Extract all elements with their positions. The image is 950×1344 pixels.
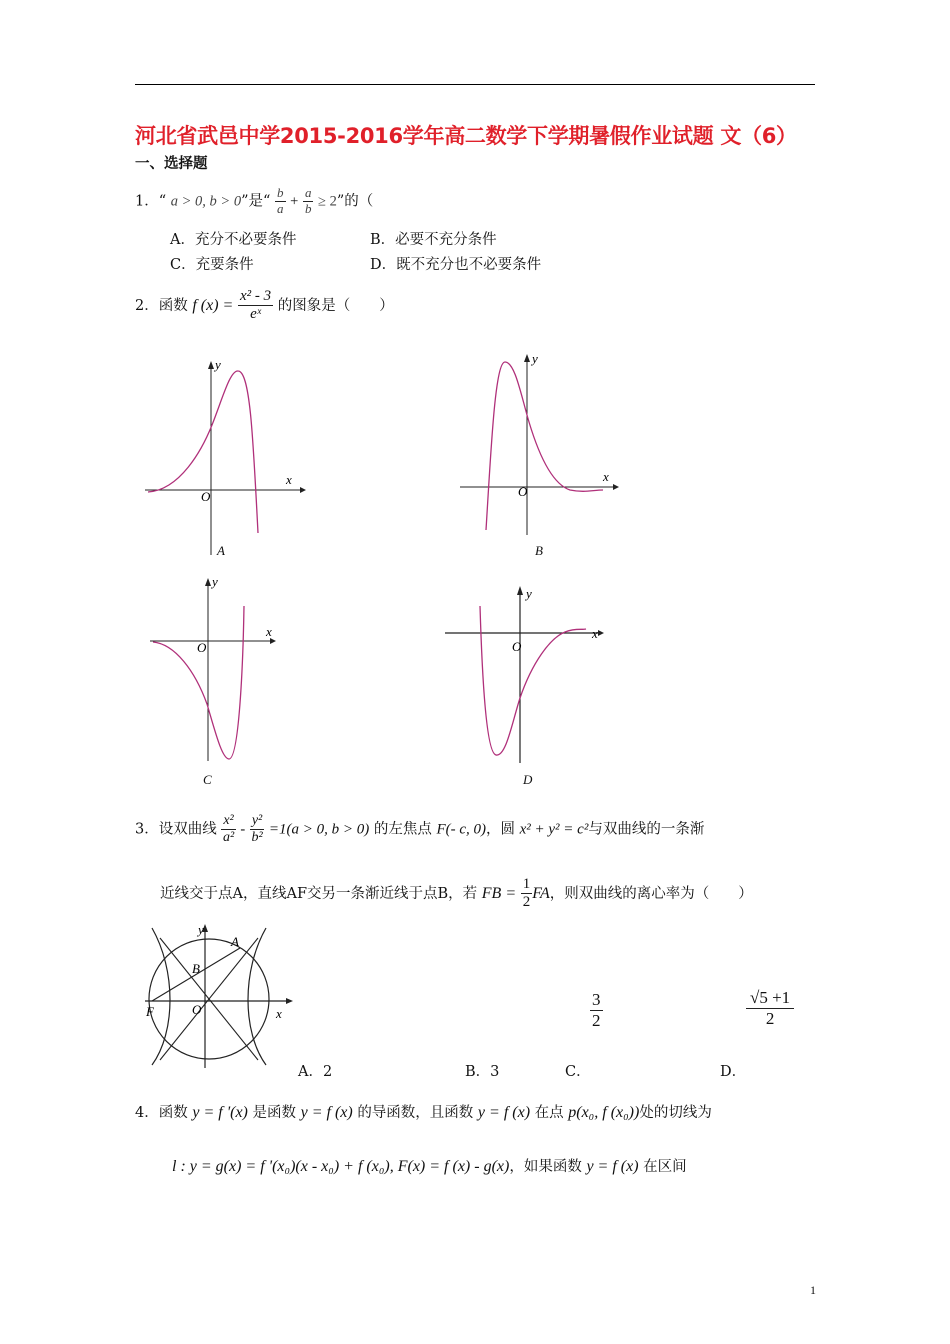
q3-d-num: √5 +1 [746, 988, 794, 1009]
graph-b-y-label: y [532, 351, 538, 366]
graph-b-x-arrow [613, 484, 619, 490]
page-number: 1 [810, 1283, 816, 1297]
graph-a [140, 355, 310, 565]
q3-line-2b: ，则双曲线的离心率为（ ） [549, 885, 753, 902]
q1-frac-ab: $\frac{a}{b}$ [304, 185, 312, 216]
q3-option-a: A．2 [298, 1064, 333, 1080]
fig-x-arrow [286, 998, 293, 1004]
q3-option-c: C． [565, 1064, 591, 1080]
q3-option-d-value [746, 988, 794, 1028]
q1-condition: a > 0, b > 0 [170, 193, 242, 210]
graph-b-y-arrow [524, 354, 530, 362]
q4-e2: y = f (x) [300, 1104, 353, 1121]
q1-ineq-rhs: ≥ 2 [318, 193, 337, 210]
graph-b-x-label: x [603, 469, 609, 484]
q3-number: 3．设双曲线 [135, 821, 217, 838]
fig-right-branch [248, 928, 266, 1065]
section-heading: 一、选择题 [135, 156, 208, 172]
q3-frac-y: $\frac{\text{y²}}{\text{b²}}$ [251, 813, 263, 846]
q2-lhs: f (x) = [192, 296, 234, 314]
q2-fraction: $\frac{\text{x² - 3}}{\text{eˣ}}$ [239, 288, 272, 323]
q4-e1: y = f '(x) [192, 1104, 248, 1121]
q1-frac-ba: $\frac{b}{a}$ [277, 185, 284, 216]
fig-left-branch [152, 928, 170, 1065]
q4-number: 4．函数 [135, 1105, 188, 1121]
graph-d-y-label: y [526, 586, 532, 601]
graph-b-origin: O [518, 484, 528, 499]
q1-number: 1． [135, 193, 159, 210]
fig-origin: O [192, 1002, 202, 1017]
hyperbola-figure [140, 920, 300, 1070]
fig-point-b: B [192, 961, 200, 976]
q1-option-a: A．充分不必要条件 [170, 232, 297, 248]
q3-option-c-value [590, 990, 603, 1030]
q3-focus-text: 的左焦点 [373, 821, 432, 838]
question-3-line-1 [135, 813, 704, 846]
q4-e3: y = f (x) [477, 1104, 531, 1121]
graph-a-y-label: y [215, 357, 221, 372]
graph-d-label: D [523, 772, 533, 787]
q4-e5: y = f (x) [586, 1158, 639, 1175]
graph-d-y-arrow [517, 586, 523, 595]
q3-fb: FB = [481, 884, 517, 902]
fig-point-f: F [146, 1004, 154, 1019]
q3-c-num: 3 [592, 990, 601, 1009]
graph-c [145, 576, 285, 766]
q3-circle: x² + y² = c² [519, 821, 589, 838]
graph-b [455, 350, 625, 545]
q4-t5: ，如果函数 [509, 1159, 582, 1175]
q3-fa: FA [532, 884, 550, 902]
page-title: 河北省武邑中学2015-2016学年高二数学下学期暑假作业试题 文（6） [135, 124, 797, 148]
fig-point-a: A [231, 934, 239, 949]
q3-line-2a: 近线交于点A，直线AF交另一条渐近线于点B，若 [160, 885, 478, 902]
graph-b-label: B [535, 543, 543, 558]
graph-d-x-arrow [598, 630, 604, 636]
graph-a-x-arrow [300, 487, 306, 493]
graph-a-curve [148, 371, 258, 533]
q1-mid: ”是“ [241, 193, 271, 210]
graph-a-y-arrow [208, 361, 214, 369]
graph-c-y-arrow [205, 578, 211, 586]
q4-t2: 的导函数，且函数 [357, 1105, 474, 1121]
q3-equation-tail: =1(a > 0, b > 0) [268, 821, 370, 838]
q1-option-c: C．充要条件 [170, 257, 254, 273]
graph-c-origin: O [197, 640, 207, 655]
graph-a-label: A [217, 543, 225, 558]
q1-option-b: B．必要不充分条件 [370, 232, 497, 248]
question-4-line-1 [135, 1101, 712, 1122]
graph-c-y-label: y [212, 576, 218, 589]
q4-line-2: l : y = g(x) = f '(x₀)(x - x₀) + f (x₀), F(x) = f (x) - g(x) [172, 1158, 510, 1175]
q3-option-b: B．3 [465, 1064, 500, 1080]
question-2 [135, 288, 394, 324]
q3-focus: F(- c, 0) [436, 821, 486, 838]
q3-circle-text: ，圆 [486, 821, 515, 838]
question-1 [135, 186, 373, 217]
q3-half: $\frac{1}{2}$ [522, 876, 531, 911]
graph-d-curve [480, 606, 586, 755]
graph-b-curve [486, 362, 603, 530]
q3-option-d: D． [720, 1064, 747, 1080]
graph-d [440, 583, 615, 768]
q1-plus: + [290, 193, 299, 210]
fig-x-label: x [276, 1006, 282, 1021]
q1-tail: ”的（ [336, 193, 374, 210]
graph-a-x-label: x [286, 472, 292, 487]
question-3-line-2 [160, 876, 753, 912]
q3-d-den: 2 [765, 1008, 775, 1028]
graph-c-x-label: x [266, 624, 272, 639]
q3-minus: - [240, 821, 246, 838]
graph-d-origin: O [512, 639, 522, 654]
graph-a-origin: O [201, 489, 211, 504]
q4-t6: 在区间 [643, 1159, 687, 1175]
q3-frac-x: $\frac{\text{x²}}{\text{a²}}$ [222, 813, 235, 846]
q3-tail-1: 与双曲线的一条渐 [588, 821, 705, 838]
graph-c-label: C [203, 772, 212, 787]
q1-option-d: D．既不充分也不必要条件 [370, 257, 542, 273]
q2-number: 2．函数 [135, 297, 188, 314]
q1-open-quote: “ [158, 193, 167, 210]
q3-c-den: 2 [592, 1010, 601, 1030]
q4-e4: p(x₀, f (x₀)) [568, 1104, 640, 1121]
graph-d-x-label: x [592, 626, 598, 641]
question-4-line-2 [172, 1155, 687, 1176]
q4-t1: 是函数 [252, 1105, 296, 1121]
fig-y-label: y [198, 922, 204, 937]
graph-c-curve [153, 606, 244, 759]
q2-tail: 的图象是（ ） [277, 297, 394, 314]
q4-t3: 在点 [534, 1105, 564, 1121]
q4-t4: 处的切线为 [639, 1105, 712, 1121]
header-rule [135, 84, 815, 85]
